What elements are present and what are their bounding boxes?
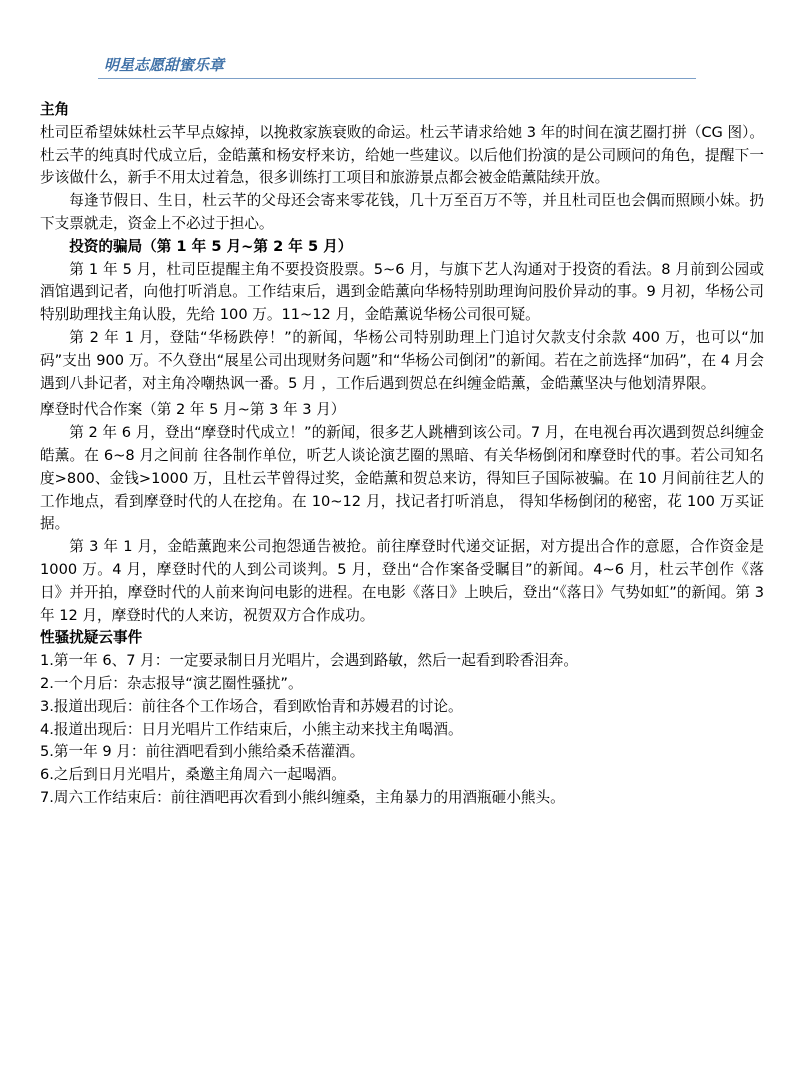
section-heading-main-char: 主角	[40, 101, 70, 118]
section-heading-scam: 投资的骗局（第 1 年 5 月~第 2 年 5 月）	[69, 237, 353, 255]
list-item: 2.一个月后：杂志报导“演艺圈性骚扰”。	[40, 674, 303, 692]
list-item: 3.报道出现后：前往各个工作场合，看到欧怡青和苏嫚君的讨论。	[40, 697, 463, 715]
paragraph-main-char-2: 每逢节假日、生日，杜云芊的父母还会寄来零花钱，几十万至百万不等，并且杜司臣也会偶而照顾小妹。扔下支票就走，资金上不必过于担心。	[40, 192, 764, 232]
section-heading-modern: 摩登时代合作案（第 2 年 5 月~第 3 年 3 月）	[40, 401, 346, 419]
paragraph-modern-2: 第 3 年 1 月，金皓薰跑来公司抱怨通告被抢。前往摩登时代递交证据，对方提出合作的意愿，合作资金是 1000 万。4 月，摩登时代的人到公司谈判。5 月，登出“合作案备受瞩目”的新闻。4~6 月，杜云芊创作《落日》并开拍，摩登时代的人前来询问电影的进程。在电影《落日》上映后，登出“《落日》气势如虹”的新闻。第 3 年 12 月，摩登时代的人来访，祝贺双方合作成功。	[40, 538, 764, 624]
list-item: 1.第一年 6、7 月：一定要录制日月光唱片，会遇到路敏，然后一起看到聆香泪奔。	[40, 652, 578, 670]
list-item: 5.第一年 9 月：前往酒吧看到小熊给桑禾蓓灌酒。	[40, 743, 365, 761]
paragraph-scam-1: 第 1 年 5 月，杜司臣提醒主角不要投资股票。5~6 月，与旗下艺人沟通对于投资的看法。8 月前到公园或酒馆遇到记者，向他打听消息。工作结束后，遇到金皓薰向华杨特别助理询问股价异动的事。9 月初，华杨公司特别助理找主角认股，先给 100 万。11~12 月，金皓薰说华杨公司很可疑。	[40, 260, 764, 324]
paragraph-main-char-1: 杜司臣希望妹妹杜云芊早点嫁掉，以挽救家族衰败的命运。杜云芊请求给她 3 年的时间在演艺圈打拼（CG 图）。杜云芊的纯真时代成立后，金皓薰和杨安杼来访，给她一些建议。以后他们扮演的是公司顾问的角色，提醒下一步该做什么，新手不用太过着急，很多训练打工项目和旅游景点都会被金皓薰陆续开放。	[40, 123, 764, 187]
section-heading-harass: 性骚扰疑云事件	[40, 629, 143, 647]
list-item: 6.之后到日月光唱片，桑邀主角周六一起喝酒。	[40, 766, 346, 784]
list-item: 7.周六工作结束后：前往酒吧再次看到小熊纠缠桑，主角暴力的用酒瓶砸小熊头。	[40, 788, 565, 806]
paragraph-modern-1: 第 2 年 6 月，登出“摩登时代成立！”的新闻，很多艺人跳槽到该公司。7 月，在电视台再次遇到贺总纠缠金皓薰。在 6~8 月之间前 往各制作单位，听艺人谈论演艺圈的黑暗、有关华杨倒闭和摩登时代的事。若公司知名度>800、金钱>1000 万，且杜云芊曾得过奖，金皓薰和贺总来访，得知巨子国际被骗。在 10 月间前往艺人的工作地点，看到摩登时代的人在挖角。在 10~12 月，找记者打听消息， 得知华杨倒闭的秘密，花 100 万买证据。	[40, 424, 764, 533]
list-item: 4.报道出现后：日月光唱片工作结束后，小熊主动来找主角喝酒。	[40, 720, 463, 738]
document-body	[40, 99, 764, 810]
paragraph-scam-2: 第 2 年 1 月，登陆“华杨跌停！”的新闻，华杨公司特别助理上门追讨欠款支付余款 400 万，也可以“加码”支出 900 万。不久登出“展星公司出现财务问题”和“华杨公司倒闭”的新闻。若在之前选择“加码”，在 4 月会遇到八卦记者，对主角冷嘲热讽一番。5 月 ，工作后遇到贺总在纠缠金皓薰，金皓薰坚决与他划清界限。	[40, 328, 764, 392]
header-divider	[98, 78, 696, 79]
page-header-title: 明星志愿甜蜜乐章	[104, 56, 225, 74]
